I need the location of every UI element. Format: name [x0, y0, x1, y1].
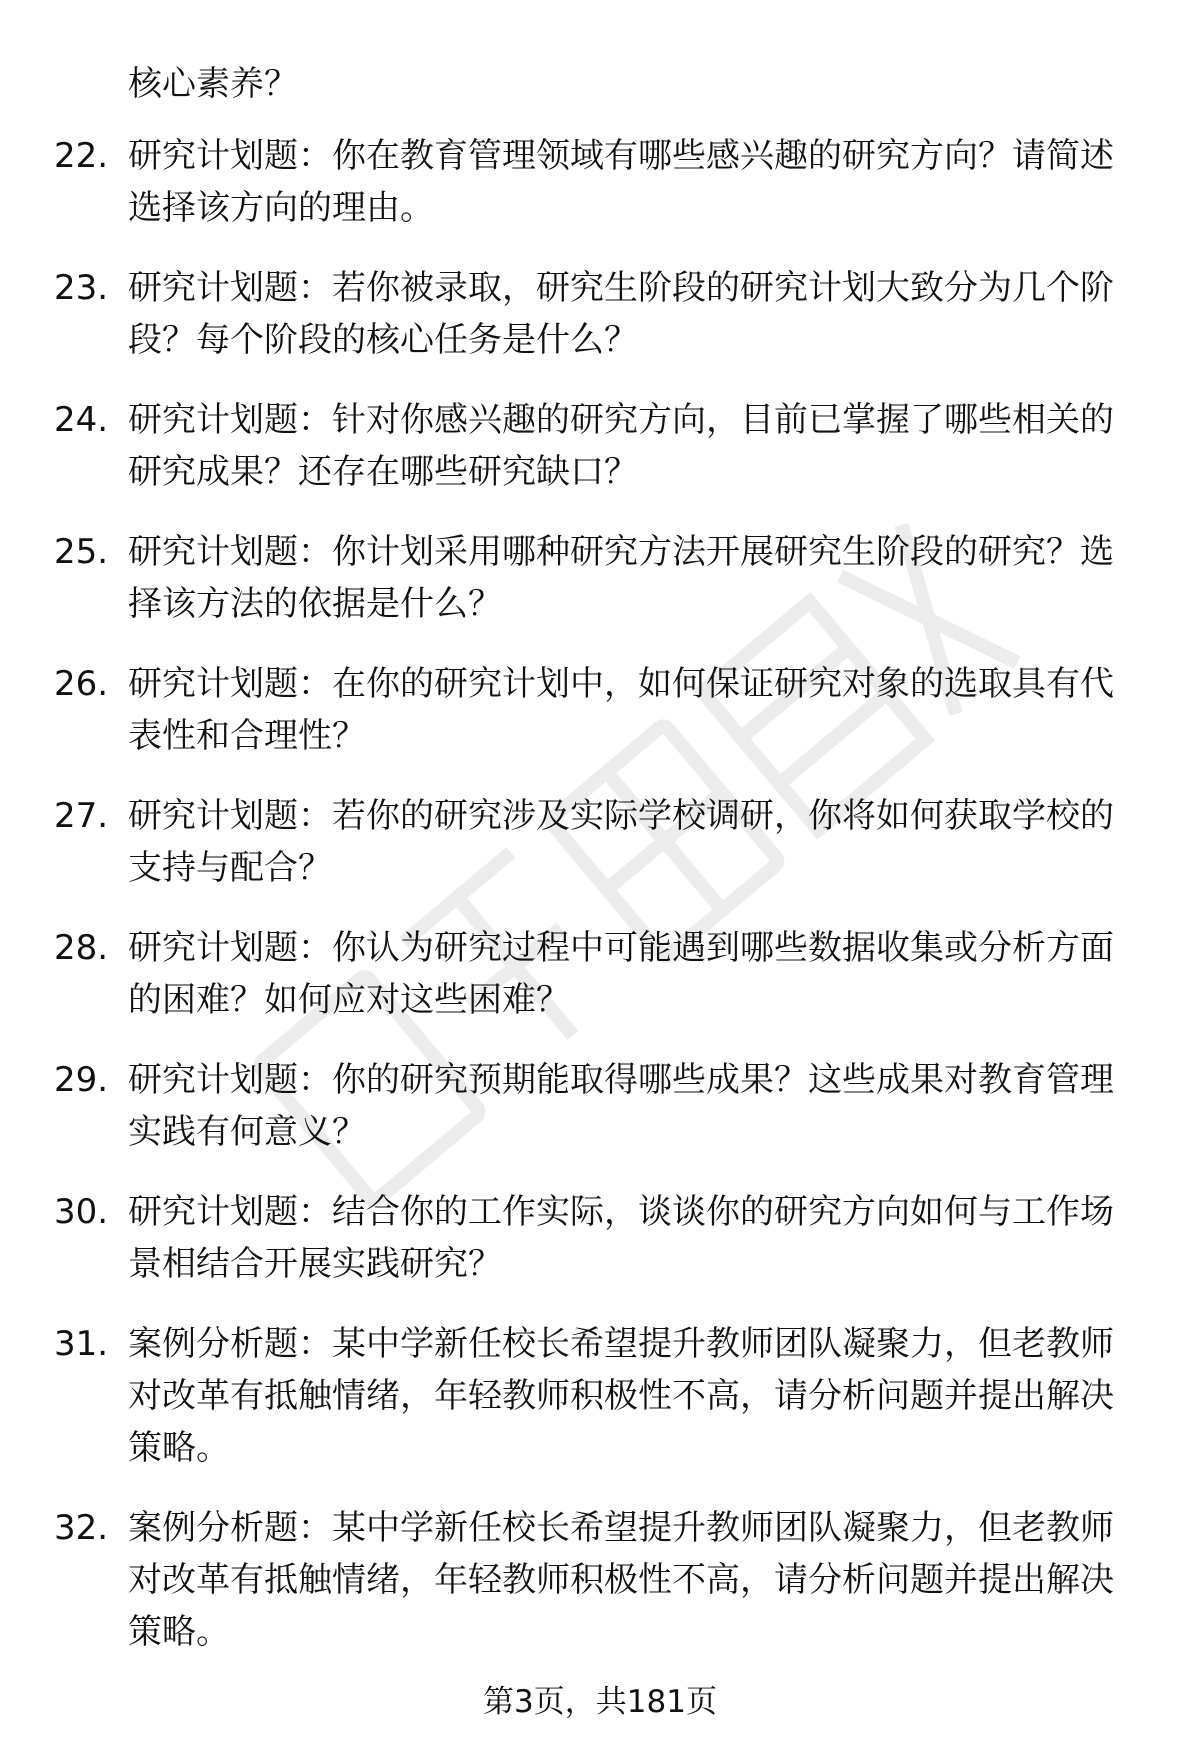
list-item [0, 658, 1200, 762]
list-item [0, 1054, 1200, 1158]
question-text: 研究计划题：你认为研究过程中可能遇到哪些数据收集或分析方面的困难？如何应对这些困难？ [128, 928, 1114, 1020]
previous-question-continuation: 核心素养？ [128, 64, 298, 104]
question-number: 32. [54, 1508, 109, 1548]
question-text: 研究计划题：结合你的工作实际，谈谈你的研究方向如何与工作场景相结合开展实践研究？ [128, 1192, 1114, 1284]
question-number: 28. [54, 928, 109, 968]
question-text: 研究计划题：若你的研究涉及实际学校调研，你将如何获取学校的支持与配合？ [128, 796, 1114, 888]
question-text: 研究计划题：若你被录取，研究生阶段的研究计划大致分为几个阶段？每个阶段的核心任务是什么？ [128, 268, 1114, 360]
question-text: 研究计划题：你的研究预期能取得哪些成果？这些成果对教育管理实践有何意义？ [128, 1060, 1114, 1152]
question-list [0, 130, 1200, 1686]
question-number: 22. [54, 136, 109, 176]
question-number: 26. [54, 664, 109, 704]
question-text: 研究计划题：针对你感兴趣的研究方向，目前已掌握了哪些相关的研究成果？还存在哪些研究缺口？ [128, 400, 1114, 492]
question-number: 24. [54, 400, 109, 440]
page-footer: 第3页，共181页 [483, 1684, 717, 1720]
list-item [0, 526, 1200, 630]
list-item [0, 1186, 1200, 1290]
question-text: 研究计划题：在你的研究计划中，如何保证研究对象的选取具有代表性和合理性？ [128, 664, 1114, 756]
question-number: 29. [54, 1060, 109, 1100]
list-item [0, 790, 1200, 894]
question-text: 研究计划题：你计划采用哪种研究方法开展研究生阶段的研究？选择该方法的依据是什么？ [128, 532, 1114, 624]
question-text: 案例分析题：某中学新任校长希望提升教师团队凝聚力，但老教师对改革有抵触情绪，年轻教师积极性不高，请分析问题并提出解决策略。 [128, 1508, 1114, 1652]
question-text: 案例分析题：某中学新任校长希望提升教师团队凝聚力，但老教师对改革有抵触情绪，年轻教师积极性不高，请分析问题并提出解决策略。 [128, 1324, 1114, 1468]
question-number: 25. [54, 532, 109, 572]
list-item [0, 262, 1200, 366]
list-item [0, 922, 1200, 1026]
list-item [0, 130, 1200, 234]
question-text: 研究计划题：你在教育管理领域有哪些感兴趣的研究方向？请简述选择该方向的理由。 [128, 136, 1114, 228]
question-number: 30. [54, 1192, 109, 1232]
list-item [0, 1318, 1200, 1474]
list-item [0, 394, 1200, 498]
question-number: 27. [54, 796, 109, 836]
question-number: 31. [54, 1324, 109, 1364]
question-number: 23. [54, 268, 109, 308]
list-item [0, 1502, 1200, 1658]
